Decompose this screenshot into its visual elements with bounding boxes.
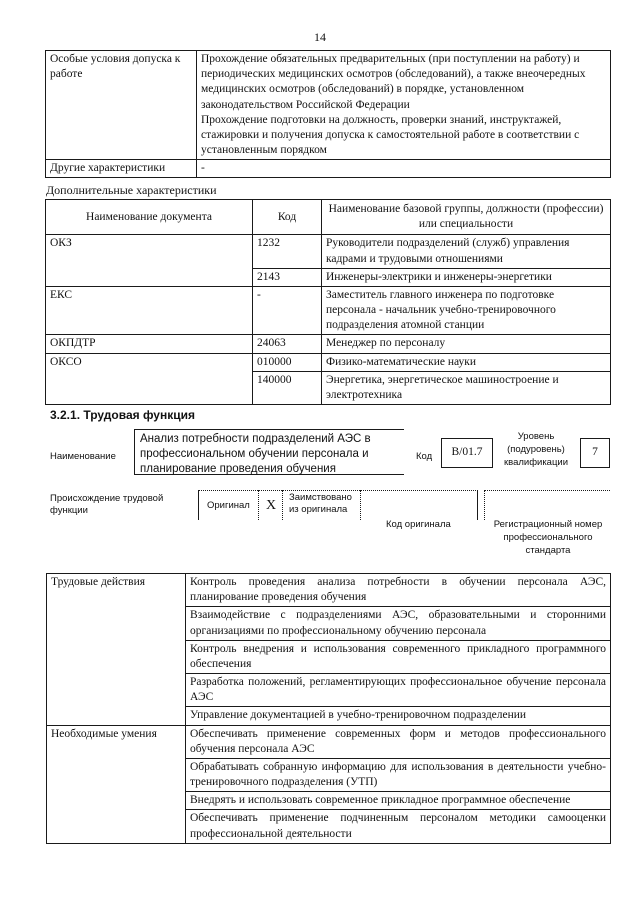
code-cell: 1232	[253, 235, 322, 268]
name-cell: Физико-математические науки	[322, 353, 611, 371]
code-label: Код	[416, 451, 433, 462]
code-cell: 140000	[253, 371, 322, 404]
doc-cell: ОКСО	[46, 353, 253, 371]
code-cell: 010000	[253, 353, 322, 371]
name-cell: Руководители подразделений (служб) управления кадрами и трудовыми отношениями	[322, 235, 611, 268]
name-label: Наименование	[50, 451, 116, 462]
table-row	[46, 286, 611, 335]
function-name-box: Анализ потребности подразделений АЭС в профессиональном обучении персонала и планирование проведения обучения	[134, 429, 404, 475]
item-cell: Взаимодействие с подразделениями АЭС, образовательными и сторонними организациями по профессиональному обучению персонала	[186, 607, 611, 640]
column-header: Код	[253, 200, 322, 235]
original-label: Оригинал	[207, 500, 250, 511]
value-line: Прохождение обязательных предварительных (при поступлении на работу) и периодических медицинских осмотров (обследований), а также внеочередных медицинских осмотров (обследований) в порядке, установленном законодательством Российской Федерации	[201, 53, 586, 111]
row-label: Особые условия допуска к работе	[46, 51, 197, 160]
doc-cell	[46, 371, 253, 404]
doc-cell: ОКПДТР	[46, 335, 253, 353]
code-cell: 24063	[253, 335, 322, 353]
code-cell: 2143	[253, 268, 322, 286]
table-row	[46, 160, 611, 178]
function-code-box: B/01.7	[441, 438, 493, 468]
item-cell: Разработка положений, регламентирующих профессиональное обучение персонала АЭС	[186, 674, 611, 707]
item-cell: Обрабатывать собранную информацию для использования в деятельности учебно-тренировочного подразделения (УТП)	[186, 758, 611, 791]
row-value: -	[197, 160, 611, 178]
origin-divider	[258, 490, 259, 520]
doc-cell: ОКЗ	[46, 235, 253, 268]
row-label: Другие характеристики	[46, 160, 197, 178]
item-cell: Контроль внедрения и использования современного прикладного программного обеспечения	[186, 640, 611, 673]
page-number: 14	[314, 30, 326, 44]
item-cell: Обеспечивать применение подчиненным персоналом методики самооценки профессиональной деятельности	[186, 810, 611, 843]
table-header-row	[46, 200, 611, 235]
group-heading: Трудовые действия	[47, 574, 186, 726]
registration-number-box	[484, 490, 610, 520]
row-value	[197, 51, 611, 160]
table-row	[46, 353, 611, 371]
table-row	[47, 725, 611, 758]
item-cell: Контроль проведения анализа потребности в обучении персонала АЭС, планирование проведения обучения	[186, 574, 611, 607]
qualification-level-box: 7	[580, 438, 610, 468]
registration-number-label: Регистрационный номер профессионального стандарта	[493, 519, 603, 556]
item-cell: Внедрять и использовать современное прикладное программное обеспечение	[186, 792, 611, 810]
table-row	[46, 268, 611, 286]
table-row	[46, 335, 611, 353]
level-label: Уровень (подуровень) квалификации	[503, 431, 569, 468]
table-row	[47, 574, 611, 607]
table-row	[46, 51, 611, 160]
name-cell: Инженеры-электрики и инженеры-энергетики	[322, 268, 611, 286]
name-cell: Заместитель главного инженера по подготовке персонала - начальник учебно-тренировочного подразделения атомной станции	[322, 286, 611, 335]
name-cell: Энергетика, энергетическое машиностроение и электротехника	[322, 371, 611, 404]
table-row	[46, 235, 611, 268]
doc-cell	[46, 268, 253, 286]
name-cell: Менеджер по персоналу	[322, 335, 611, 353]
original-mark: X	[266, 498, 277, 513]
code-cell: -	[253, 286, 322, 335]
borrowed-label: Заимствовано из оригинала	[289, 492, 352, 516]
group-heading: Необходимые умения	[47, 725, 186, 843]
value-line: Прохождение подготовки на должность, проверки знаний, инструктажей, стажировки и получения допуска к самостоятельной работе в соответствии с установленным порядком	[201, 113, 580, 157]
item-cell: Управление документацией в учебно-тренировочном подразделении	[186, 707, 611, 725]
additional-characteristics-table	[45, 199, 611, 405]
origin-divider	[360, 490, 361, 520]
doc-cell: ЕКС	[46, 286, 253, 335]
labor-actions-table	[46, 573, 611, 844]
admission-conditions-table	[45, 50, 611, 178]
item-cell: Обеспечивать применение современных форм и методов профессионального обучения персонала АЭС	[186, 725, 611, 758]
table-row	[46, 371, 611, 404]
origin-label: Происхождение трудовой функции	[50, 493, 164, 517]
original-code-label: Код оригинала	[386, 519, 451, 530]
origin-divider	[282, 490, 283, 520]
section-title: 3.2.1. Трудовая функция	[50, 408, 195, 422]
column-header: Наименование документа	[46, 200, 253, 235]
column-header: Наименование базовой группы, должности (профессии) или специальности	[322, 200, 611, 235]
additional-characteristics-caption: Дополнительные характеристики	[46, 183, 217, 197]
